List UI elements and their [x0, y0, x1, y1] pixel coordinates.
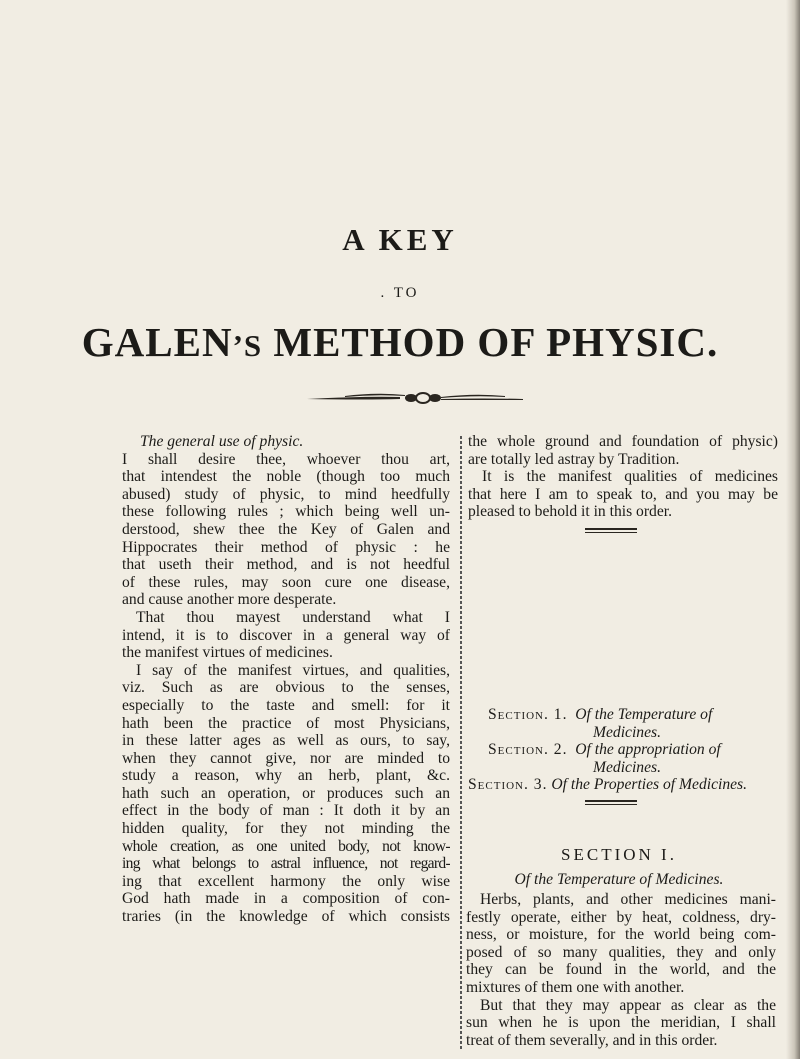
left-line: Hippocrates their method of physic : he	[122, 538, 450, 556]
section-list	[468, 706, 788, 794]
left-line: whole creation, as one united body, not know-	[122, 837, 450, 855]
section-line: mixtures of them one with another.	[466, 978, 685, 996]
left-line: derstood, shew thee the Key of Galen and	[122, 520, 450, 538]
left-line: and cause another more desperate.	[122, 591, 337, 609]
right-line: the whole ground and foundation of physic)	[468, 433, 778, 450]
section-entry-1-cont: Medicines.	[593, 723, 661, 741]
section-heading: SECTION I.	[561, 845, 677, 864]
left-line: That thou mayest understand what I	[136, 608, 450, 626]
ornamental-divider	[305, 390, 525, 406]
left-line: when they cannot give, nor are minded to	[122, 749, 450, 767]
right-line: that here I am to speak to, and you may be	[468, 485, 778, 503]
title-line-a-key: A KEY	[342, 222, 458, 257]
left-line: hath such an operation, or produces such an	[122, 784, 450, 802]
main-title-galen: GALEN	[81, 319, 233, 365]
left-line: effect in the body of man : It doth it by an	[122, 802, 450, 820]
left-line: ing what belongs to astral influence, not regard-	[122, 855, 450, 873]
right-column-intro	[468, 433, 778, 521]
section-line: festly operate, either by heat, coldness, dry-	[466, 908, 776, 926]
left-line: ing that excellent harmony the only wise	[122, 872, 450, 890]
left-line: viz. Such as are obvious to the senses,	[122, 679, 450, 697]
section-line: they can be found in the world, and the	[466, 961, 776, 979]
short-rule-top	[585, 528, 637, 533]
left-line: study a reason, why an herb, plant, &c.	[122, 767, 450, 785]
left-line: that intendest the noble (though too much	[122, 468, 450, 486]
left-heading: The general use of physic.	[140, 433, 304, 450]
left-line: I say of the manifest virtues, and qualities,	[136, 661, 450, 679]
section-entry-2: Section. 2. Of the appropriation of	[488, 741, 721, 759]
left-line: God hath made in a composition of con-	[122, 890, 450, 908]
short-rule-bottom	[585, 800, 637, 805]
left-line: the manifest virtues of medicines.	[122, 644, 333, 662]
left-line: hath been the practice of most Physicians,	[122, 714, 450, 732]
section-line: posed of so many qualities, they and only	[466, 943, 776, 961]
left-line: hidden quality, for they not minding the	[122, 820, 450, 838]
section-line: Herbs, plants, and other medicines mani-	[480, 891, 776, 908]
page-edge-shadow	[786, 0, 800, 1059]
main-title-possessive: ’S	[232, 328, 263, 363]
main-title	[0, 318, 800, 366]
section-entry-3: Section. 3. Of the Properties of Medicines.	[468, 776, 748, 794]
section-line: ness, or moisture, for the world being com-	[466, 926, 776, 944]
section-line: treat of them severally, and in this order.	[466, 1031, 718, 1049]
right-line: are totally led astray by Tradition.	[468, 450, 680, 468]
section-entry-2-cont: Medicines.	[593, 758, 661, 776]
section-body	[466, 891, 776, 1049]
left-line: of these rules, may soon cure one disease,	[122, 573, 450, 591]
right-line: It is the manifest qualities of medicines	[482, 468, 778, 486]
section-entry-1: Section. 1. Of the Temperature of	[488, 706, 713, 723]
left-line: intend, it is to discover in a general way of	[122, 626, 450, 644]
left-column	[122, 433, 450, 926]
left-line: these following rules ; which being well un-	[122, 503, 450, 521]
left-line: traries (in the knowledge of which consists	[122, 908, 450, 926]
section-line: But that they may appear as clear as the	[480, 996, 776, 1014]
left-line: in these latter ages as well as ours, to say,	[122, 732, 450, 750]
right-line: pleased to behold it in this order.	[468, 503, 672, 521]
column-separator	[460, 436, 462, 1051]
section-subheading: Of the Temperature of Medicines.	[514, 871, 724, 888]
left-line: I shall desire thee, whoever thou art,	[122, 450, 450, 468]
left-line: abused) study of physic, to mind heedfully	[122, 485, 450, 503]
section-line: sun when he is upon the meridian, I shall	[466, 1014, 776, 1032]
left-line: that useth their method, and is not heedful	[122, 556, 450, 574]
left-line: especially to the taste and smell: for it	[122, 696, 450, 714]
main-title-rest: METHOD OF PHYSIC.	[262, 319, 719, 365]
title-line-to: . TO	[380, 285, 420, 301]
